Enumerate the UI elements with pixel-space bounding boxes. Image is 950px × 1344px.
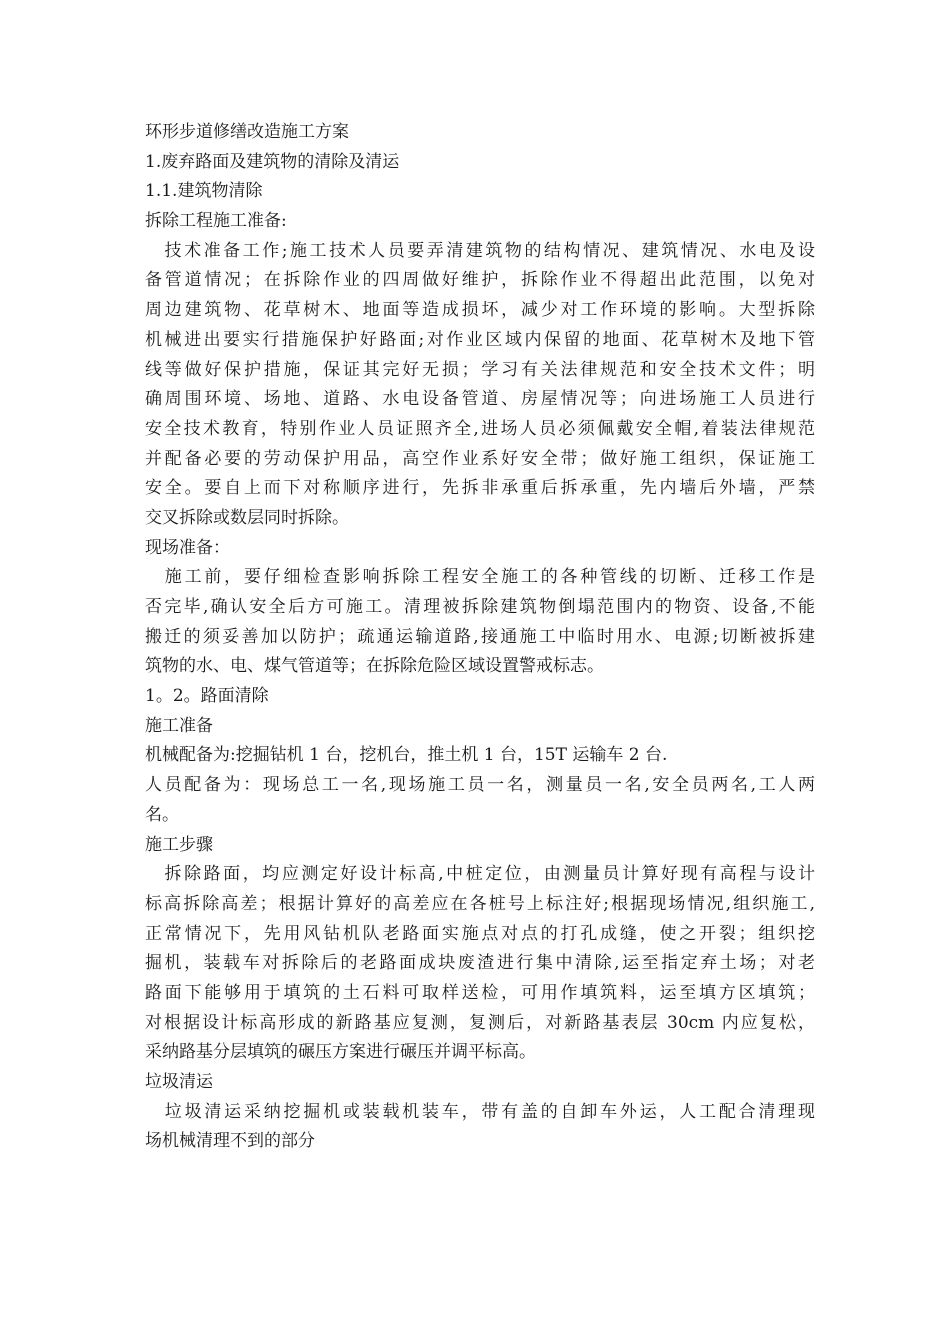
text-line: 名。: [145, 804, 179, 825]
text-line: 1.1.建筑物清除: [145, 181, 263, 202]
text-line: 确周围环境、场地、道路、水电设备管道、房屋情况等；向进场施工人员进行: [145, 389, 815, 410]
text-line: 现场准备：: [145, 537, 230, 558]
text-line: 施工步骤: [145, 834, 213, 855]
text-line: 筑物的水、电、煤气管道等；在拆除危险区域设置警戒标志。: [145, 656, 604, 677]
text-line: 机械配备为:挖掘钻机 1 台，挖机台，推土机 1 台，15T 运输车 2 台.: [145, 745, 668, 766]
text-line: 掘机，装载车对拆除后的老路面成块废渣进行集中清除,运至指定弃土场；对老: [145, 953, 815, 974]
text-line: 交叉拆除或数层同时拆除。: [145, 507, 349, 528]
document-page: [145, 118, 815, 1157]
text-line: 垃圾清运: [145, 1072, 213, 1092]
text-line: 搬迁的须妥善加以防护；疏通运输道路,接通施工中临时用水、电源;切断被拆建: [145, 626, 815, 647]
text-line: 场机械清理不到的部分: [145, 1131, 315, 1152]
text-line: 安全。要自上而下对称顺序进行，先拆非承重后拆承重，先内墙后外墙，严禁: [145, 478, 815, 499]
text-line: 对根据设计标高形成的新路基应复测，复测后，对新路基表层 30cm 内应复松，: [145, 1012, 815, 1033]
text-line: 采纳路基分层填筑的碾压方案进行碾压并调平标高。: [145, 1042, 536, 1063]
text-line: 1。2。路面清除: [145, 686, 269, 707]
text-line: 施工准备: [145, 715, 213, 736]
text-line: 线等做好保护措施，保证其完好无损；学习有关法律规范和安全技术文件；明: [145, 359, 815, 380]
text-line: 施工前，要仔细检查影响拆除工程安全施工的各种管线的切断、迁移工作是: [145, 567, 815, 588]
text-line: 拆除路面，均应测定好设计标高,中桩定位，由测量员计算好现有高程与设计: [145, 864, 815, 885]
text-line: 垃圾清运采纳挖掘机或装载机装车，带有盖的自卸车外运，人工配合清理现: [145, 1101, 815, 1122]
text-line: 否完毕,确认安全后方可施工。清理被拆除建筑物倒塌范围内的物资、设备,不能: [145, 597, 815, 617]
text-line: 正常情况下，先用风钻机队老路面实施点对点的打孔成缝，使之开裂；组织挖: [145, 923, 815, 944]
text-line: 周边建筑物、花草树木、地面等造成损坏，减少对工作环境的影响。大型拆除: [145, 300, 815, 321]
text-line: 标高拆除高差；根据计算好的高差应在各桩号上标注好;根据现场情况,组织施工,: [145, 893, 815, 914]
text-line: 人员配备为：现场总工一名,现场施工员一名，测量员一名,安全员两名,工人两: [145, 775, 815, 796]
text-line: 安全技术教育，特别作业人员证照齐全,进场人员必须佩戴安全帽,着装法律规范: [145, 418, 815, 439]
text-line: 拆除工程施工准备:: [145, 211, 287, 232]
text-line: 路面下能够用于填筑的土石料可取样送检，可用作填筑料，运至填方区填筑；: [145, 982, 815, 1003]
text-line: 环形步道修缮改造施工方案: [145, 122, 349, 142]
text-line: 机械进出要实行措施保护好路面;对作业区域内保留的地面、花草树木及地下管: [145, 329, 815, 350]
text-line: 技术准备工作;施工技术人员要弄清建筑物的结构情况、建筑情况、水电及设: [145, 240, 815, 261]
text-line: 1.废弃路面及建筑物的清除及清运: [145, 151, 400, 172]
text-line: 并配备必要的劳动保护用品，高空作业系好安全带；做好施工组织，保证施工: [145, 448, 815, 469]
text-line: 备管道情况；在拆除作业的四周做好维护，拆除作业不得超出此范围，以免对: [145, 270, 815, 291]
